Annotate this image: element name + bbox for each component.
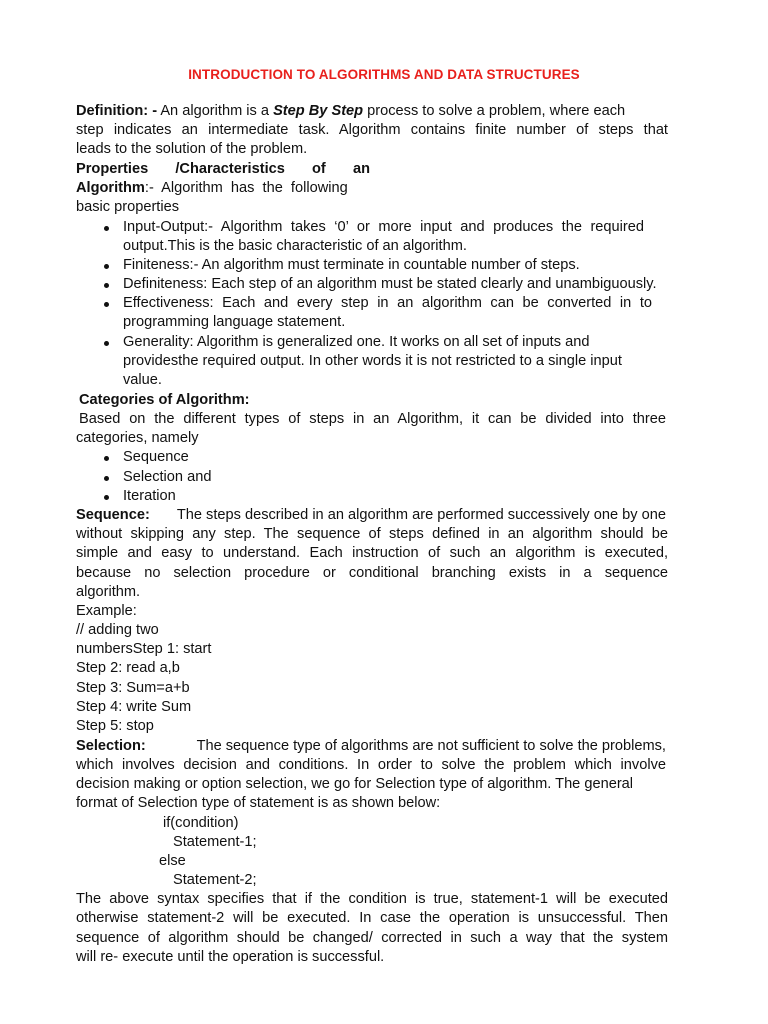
categories-line-1: Based on the different types of steps in an Algorithm, it can be divided into three bbox=[79, 411, 666, 427]
code-line: else bbox=[159, 853, 186, 869]
sequence-line-3: simple and easy to understand. Each instruction of such an algorithm is executed, bbox=[76, 545, 668, 561]
code-line: // adding two bbox=[76, 622, 159, 638]
bullet-text: Input-Output:- Algorithm takes ‘0’ or more input and produces the required bbox=[123, 219, 644, 235]
heading-word: an bbox=[352, 161, 370, 177]
definition-line-3: leads to the solution of the problem. bbox=[76, 141, 308, 157]
sequence-line-4: because no selection procedure or conditional branching exists in a sequence bbox=[76, 565, 668, 581]
definition-text: An algorithm is a bbox=[160, 103, 270, 119]
bullet-icon bbox=[104, 283, 109, 288]
definition-line-1 bbox=[76, 102, 668, 121]
heading-word: Algorithm bbox=[76, 180, 145, 196]
bullet-icon bbox=[104, 226, 109, 231]
heading-word: Properties bbox=[76, 161, 149, 177]
categories-line-2: categories, namely bbox=[76, 430, 199, 446]
code-line: Step 4: write Sum bbox=[76, 699, 192, 715]
selection-line-4: format of Selection type of statement is as shown below: bbox=[76, 795, 441, 811]
bullet-icon bbox=[104, 456, 109, 461]
sequence-text: The steps described in an algorithm are performed successively one by one bbox=[176, 507, 666, 523]
bullet-icon bbox=[104, 302, 109, 307]
selection-para-line-2: otherwise statement-2 will be executed. In case the operation is unsuccessful. Then bbox=[76, 910, 668, 926]
properties-heading-line-2 bbox=[76, 179, 348, 198]
definition-text: process to solve a problem, where each bbox=[367, 103, 626, 119]
bullet-text: Effectiveness: Each and every step in an algorithm can be converted in to bbox=[123, 295, 652, 311]
selection-text: The sequence type of algorithms are not sufficient to solve the problems, bbox=[196, 738, 666, 754]
code-line: Step 3: Sum=a+b bbox=[76, 680, 190, 696]
bullet-text: providesthe required output. In other words it is not restricted to a single input bbox=[123, 353, 622, 369]
bullet-text: Definiteness: Each step of an algorithm must be stated clearly and unambiguously. bbox=[123, 276, 657, 292]
selection-para-line-1: The above syntax specifies that if the condition is true, statement-1 will be executed bbox=[76, 891, 668, 907]
definition-label: Definition: - bbox=[76, 103, 158, 119]
bullet-text: Generality: Algorithm is generalized one. It works on all set of inputs and bbox=[123, 334, 590, 350]
code-line: if(condition) bbox=[163, 815, 239, 831]
code-line: Step 5: stop bbox=[76, 718, 154, 734]
properties-heading bbox=[76, 160, 370, 179]
selection-line-3: decision making or option selection, we go for Selection type of algorithm. The general bbox=[76, 776, 634, 792]
category-item: Selection and bbox=[123, 469, 212, 485]
properties-heading-line-3: basic properties bbox=[76, 199, 180, 215]
categories-heading: Categories of Algorithm: bbox=[79, 392, 250, 408]
sequence-line-5: algorithm. bbox=[76, 584, 141, 600]
selection-label: Selection: bbox=[76, 738, 146, 754]
bullet-text: Finiteness:- An algorithm must terminate in countable number of steps. bbox=[123, 257, 580, 273]
code-line: numbersStep 1: start bbox=[76, 641, 212, 657]
category-item: Sequence bbox=[123, 449, 189, 465]
sequence-line-1 bbox=[76, 506, 666, 525]
bullet-icon bbox=[104, 495, 109, 500]
bullet-icon bbox=[104, 264, 109, 269]
code-line: Statement-2; bbox=[173, 872, 257, 888]
category-item: Iteration bbox=[123, 488, 176, 504]
page-title: INTRODUCTION TO ALGORITHMS AND DATA STRUCTURES bbox=[188, 67, 580, 82]
bullet-icon bbox=[104, 341, 109, 346]
selection-para-line-3: sequence of algorithm should be changed/ corrected in such a way that the system bbox=[76, 930, 668, 946]
bullet-text: output.This is the basic characteristic of an algorithm. bbox=[123, 238, 467, 254]
example-label: Example: bbox=[76, 603, 137, 619]
bullet-text: programming language statement. bbox=[123, 314, 346, 330]
sequence-line-2: without skipping any step. The sequence of steps defined in an algorithm should be bbox=[76, 526, 668, 542]
selection-line-2: which involves decision and conditions. In order to solve the problem which involve bbox=[76, 757, 666, 773]
definition-emphasis: Step By Step bbox=[273, 103, 364, 119]
heading-rest: :- Algorithm has the following bbox=[144, 180, 348, 196]
heading-word: of bbox=[312, 161, 326, 177]
sequence-label: Sequence: bbox=[76, 507, 150, 523]
heading-word: /Characteristics bbox=[175, 161, 285, 177]
code-line: Statement-1; bbox=[173, 834, 257, 850]
definition-line-2: step indicates an intermediate task. Algorithm contains finite number of steps that bbox=[76, 122, 668, 138]
selection-line-1 bbox=[76, 737, 666, 756]
code-line: Step 2: read a,b bbox=[76, 660, 180, 676]
selection-para-line-4: will re- execute until the operation is successful. bbox=[76, 949, 385, 965]
bullet-icon bbox=[104, 476, 109, 481]
bullet-text: value. bbox=[123, 372, 162, 388]
